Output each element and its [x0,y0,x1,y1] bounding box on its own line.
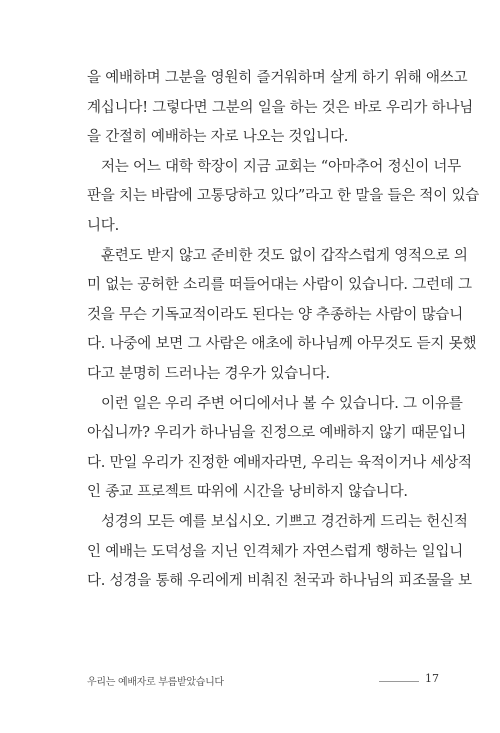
text-line: 성경의 모든 예를 보십시오. 기쁘고 경건하게 드리는 헌신적 [101,513,468,530]
text-line: 이런 일은 우리 주변 어디에서나 볼 수 있습니다. 그 이유를 [101,395,463,412]
text-line: 을 간절히 예배하는 자로 나오는 것입니다. [87,129,349,146]
text-line: 인 종교 프로젝트 따위에 시간을 낭비하지 않습니다. [87,484,408,501]
text-line: 다. 만일 우리가 진정한 예배자라면, 우리는 육적이거나 세상적 [87,454,472,471]
text-line: 미 없는 공허한 소리를 떠들어대는 사람이 있습니다. 그런데 그 [87,277,472,294]
text-line: 인 예배는 도덕성을 지닌 인격체가 자연스럽게 행하는 일입니 [87,543,464,560]
text-line: 판을 치는 바람에 고통당하고 있다”라고 한 말을 들은 적이 있습 [87,188,480,205]
text-line: 을 예배하며 그분을 영원히 즐거워하며 살게 하기 위해 애쓰고 [87,70,468,86]
text-line: 계십니다! 그렇다면 그분의 일을 하는 것은 바로 우리가 하나님 [87,99,474,116]
text-line: 다고 분명히 드러나는 경우가 있습니다. [87,365,330,382]
footer-rule [379,681,419,682]
page-number: 17 [425,672,439,685]
text-line: 저는 어느 대학 학장이 지금 교회는 “아마추어 정신이 너무 [101,158,462,175]
body-text [87,64,480,597]
text-line: 것을 무슨 기독교적이라도 된다는 양 추종하는 사람이 많습니 [87,306,464,323]
text-line: 훈련도 받지 않고 준비한 것도 없이 갑작스럽게 영적으로 의 [101,247,468,264]
running-title: 우리는 예배자로 부름받았습니다 [87,677,224,688]
page-footer [87,671,441,691]
text-line: 다. 성경을 통해 우리에게 비춰진 천국과 하나님의 피조물을 보 [87,573,472,590]
text-line: 아십니까? 우리가 하나님을 진정으로 예배하지 않기 때문입니 [87,425,467,442]
text-line: 니다. [87,217,120,234]
text-line: 다. 나중에 보면 그 사람은 애초에 하나님께 아무것도 듣지 못했 [87,336,477,353]
